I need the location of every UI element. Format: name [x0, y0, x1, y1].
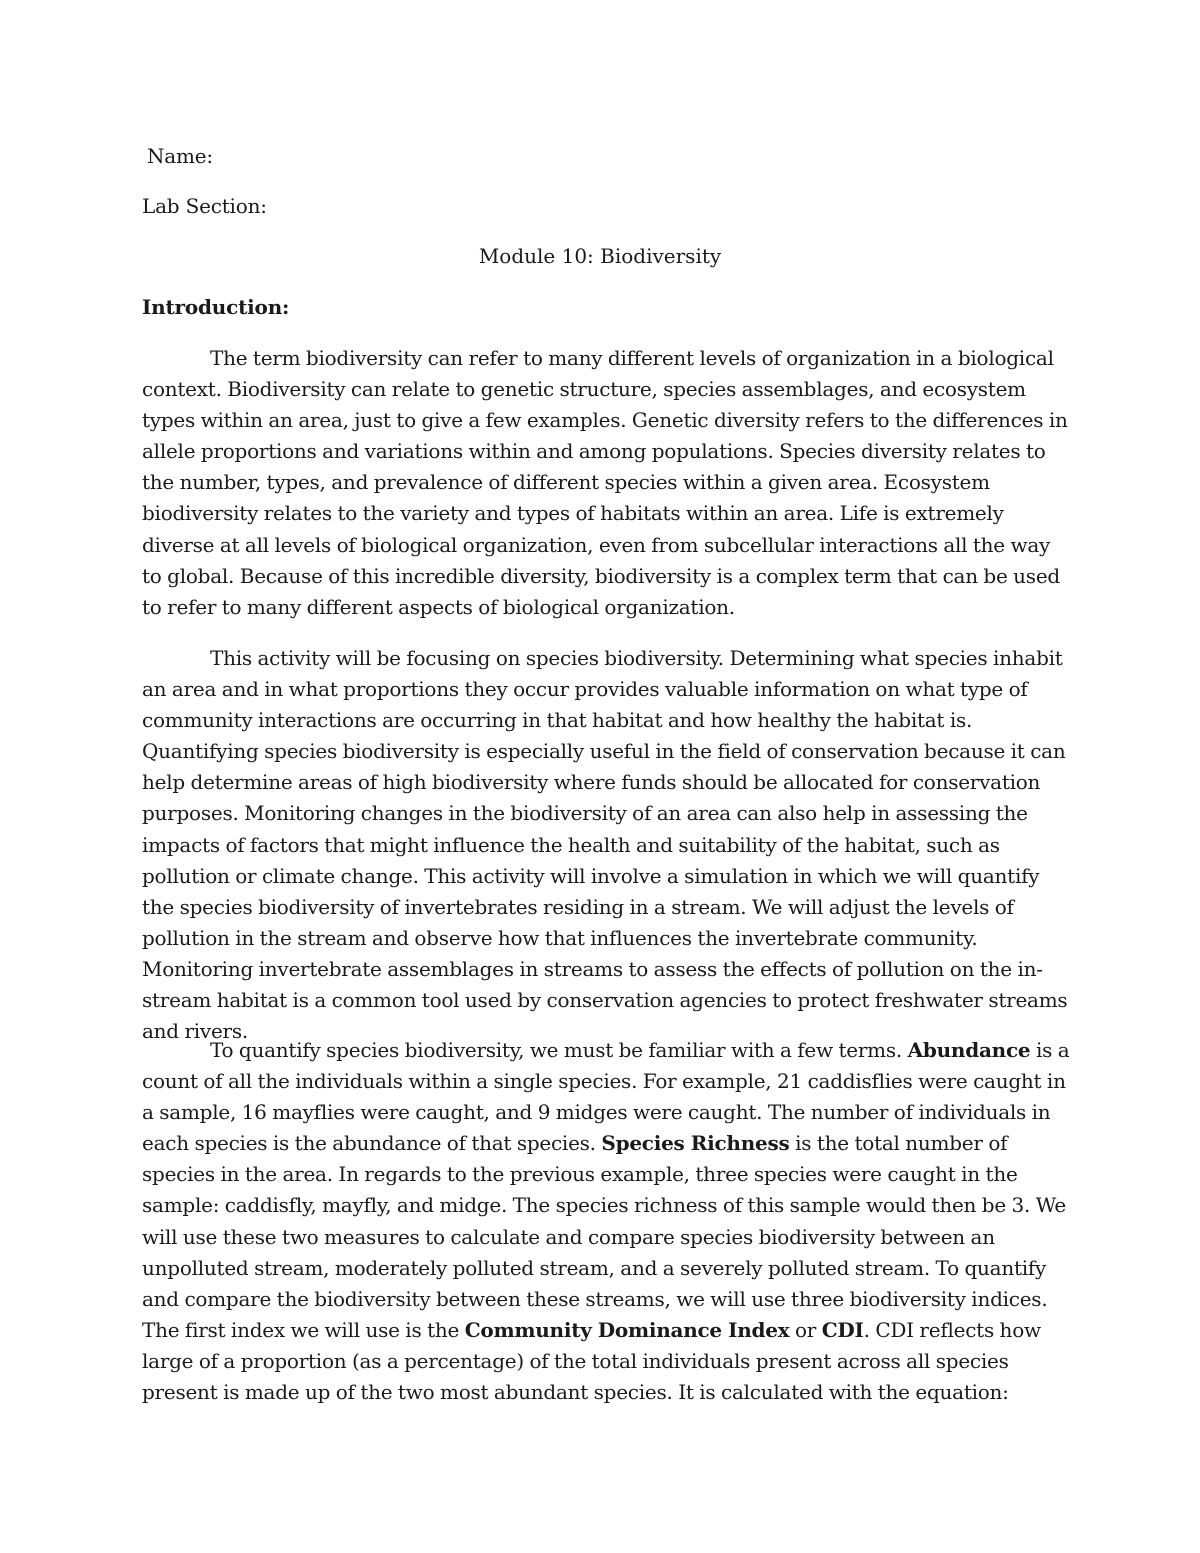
p3-text-part1: To quantify species biodiversity, we must be familiar with a few terms. [210, 1038, 908, 1062]
term-cdi-abbreviation: CDI [821, 1317, 864, 1342]
p3-text-part2: is a count of all the individuals within a single species. For example, 21 caddisflies were caught in a sample, 16 mayflies were caught, and 9 midges were caught. The number of individuals in each species is the abundance of that species. [142, 1038, 1070, 1156]
term-community-dominance-index: Community Dominance Index [464, 1317, 790, 1342]
lab-section-label: Lab Section: [142, 194, 267, 218]
page-title: Module 10: Biodiversity [478, 244, 722, 268]
intro-paragraph-1-text: The term biodiversity can refer to many different levels of organization in a biological context. Biodiversity can relate to genetic structure, species assemblages, and ecosystem types within an area, just to give a few examples. Genetic diversity refers to the differences in allele proportions and variations within and among populations. Species diversity relates to the number, types, and prevalence of different species within a given area. Ecosystem biodiversity relates to the variety and types of habitats within an area. Life is extremely diverse at all levels of biological organization, even from subcellular interactions all the way to global. Because of this incredible diversity, biodiversity is a complex term that can be used to refer to many different aspects of biological organization. [142, 346, 1068, 619]
intro-paragraph-1 [142, 343, 1072, 623]
intro-paragraph-3-text [142, 1035, 1072, 1408]
intro-paragraph-3 [142, 1035, 1072, 1408]
p3-text-part5: . CDI reflects how large of a proportion (as a percentage) of the total individuals present across all species present is made up of the two most abundant species. It is calculated with the equation: [142, 1317, 1041, 1405]
term-abundance: Abundance [907, 1038, 1031, 1062]
term-species-richness: Species Richness [601, 1131, 790, 1156]
intro-paragraph-2 [142, 643, 1072, 1047]
p3-text-part4: or [789, 1317, 822, 1342]
name-label: Name: [147, 144, 213, 168]
intro-paragraph-2-text: This activity will be focusing on species biodiversity. Determining what species inhabit an area and in what proportions they occur provides valuable information on what type of community interactions are occurring in that habitat and how healthy the habitat is. Quantifying species biodiversity is especially useful in the field of conservation because it can help determine areas of high biodiversity where funds should be allocated for conservation purposes. Monitoring changes in the biodiversity of an area can also help in assessing the impacts of factors that might influence the health and suitability of the habitat, such as pollution or climate change. This activity will involve a simulation in which we will quantify the species biodiversity of invertebrates residing in a stream. We will adjust the levels of pollution in the stream and observe how that influences the invertebrate community. Monitoring invertebrate assemblages in streams to assess the effects of pollution on the in-stream habitat is a common tool used by conservation agencies to protect freshwater streams and rivers. [142, 646, 1068, 1044]
p3-text-part3: is the total number of species in the area. In regards to the previous example, three species were caught in the sample: caddisfly, mayfly, and midge. The species richness of this sample would then be 3. We will use these two measures to calculate and compare species biodiversity between an unpolluted stream, moderately polluted stream, and a severely polluted stream. To quantify and compare the biodiversity between these streams, we will use three biodiversity indices. The first index we will use is the [142, 1131, 1066, 1342]
introduction-heading: Introduction: [142, 295, 290, 319]
